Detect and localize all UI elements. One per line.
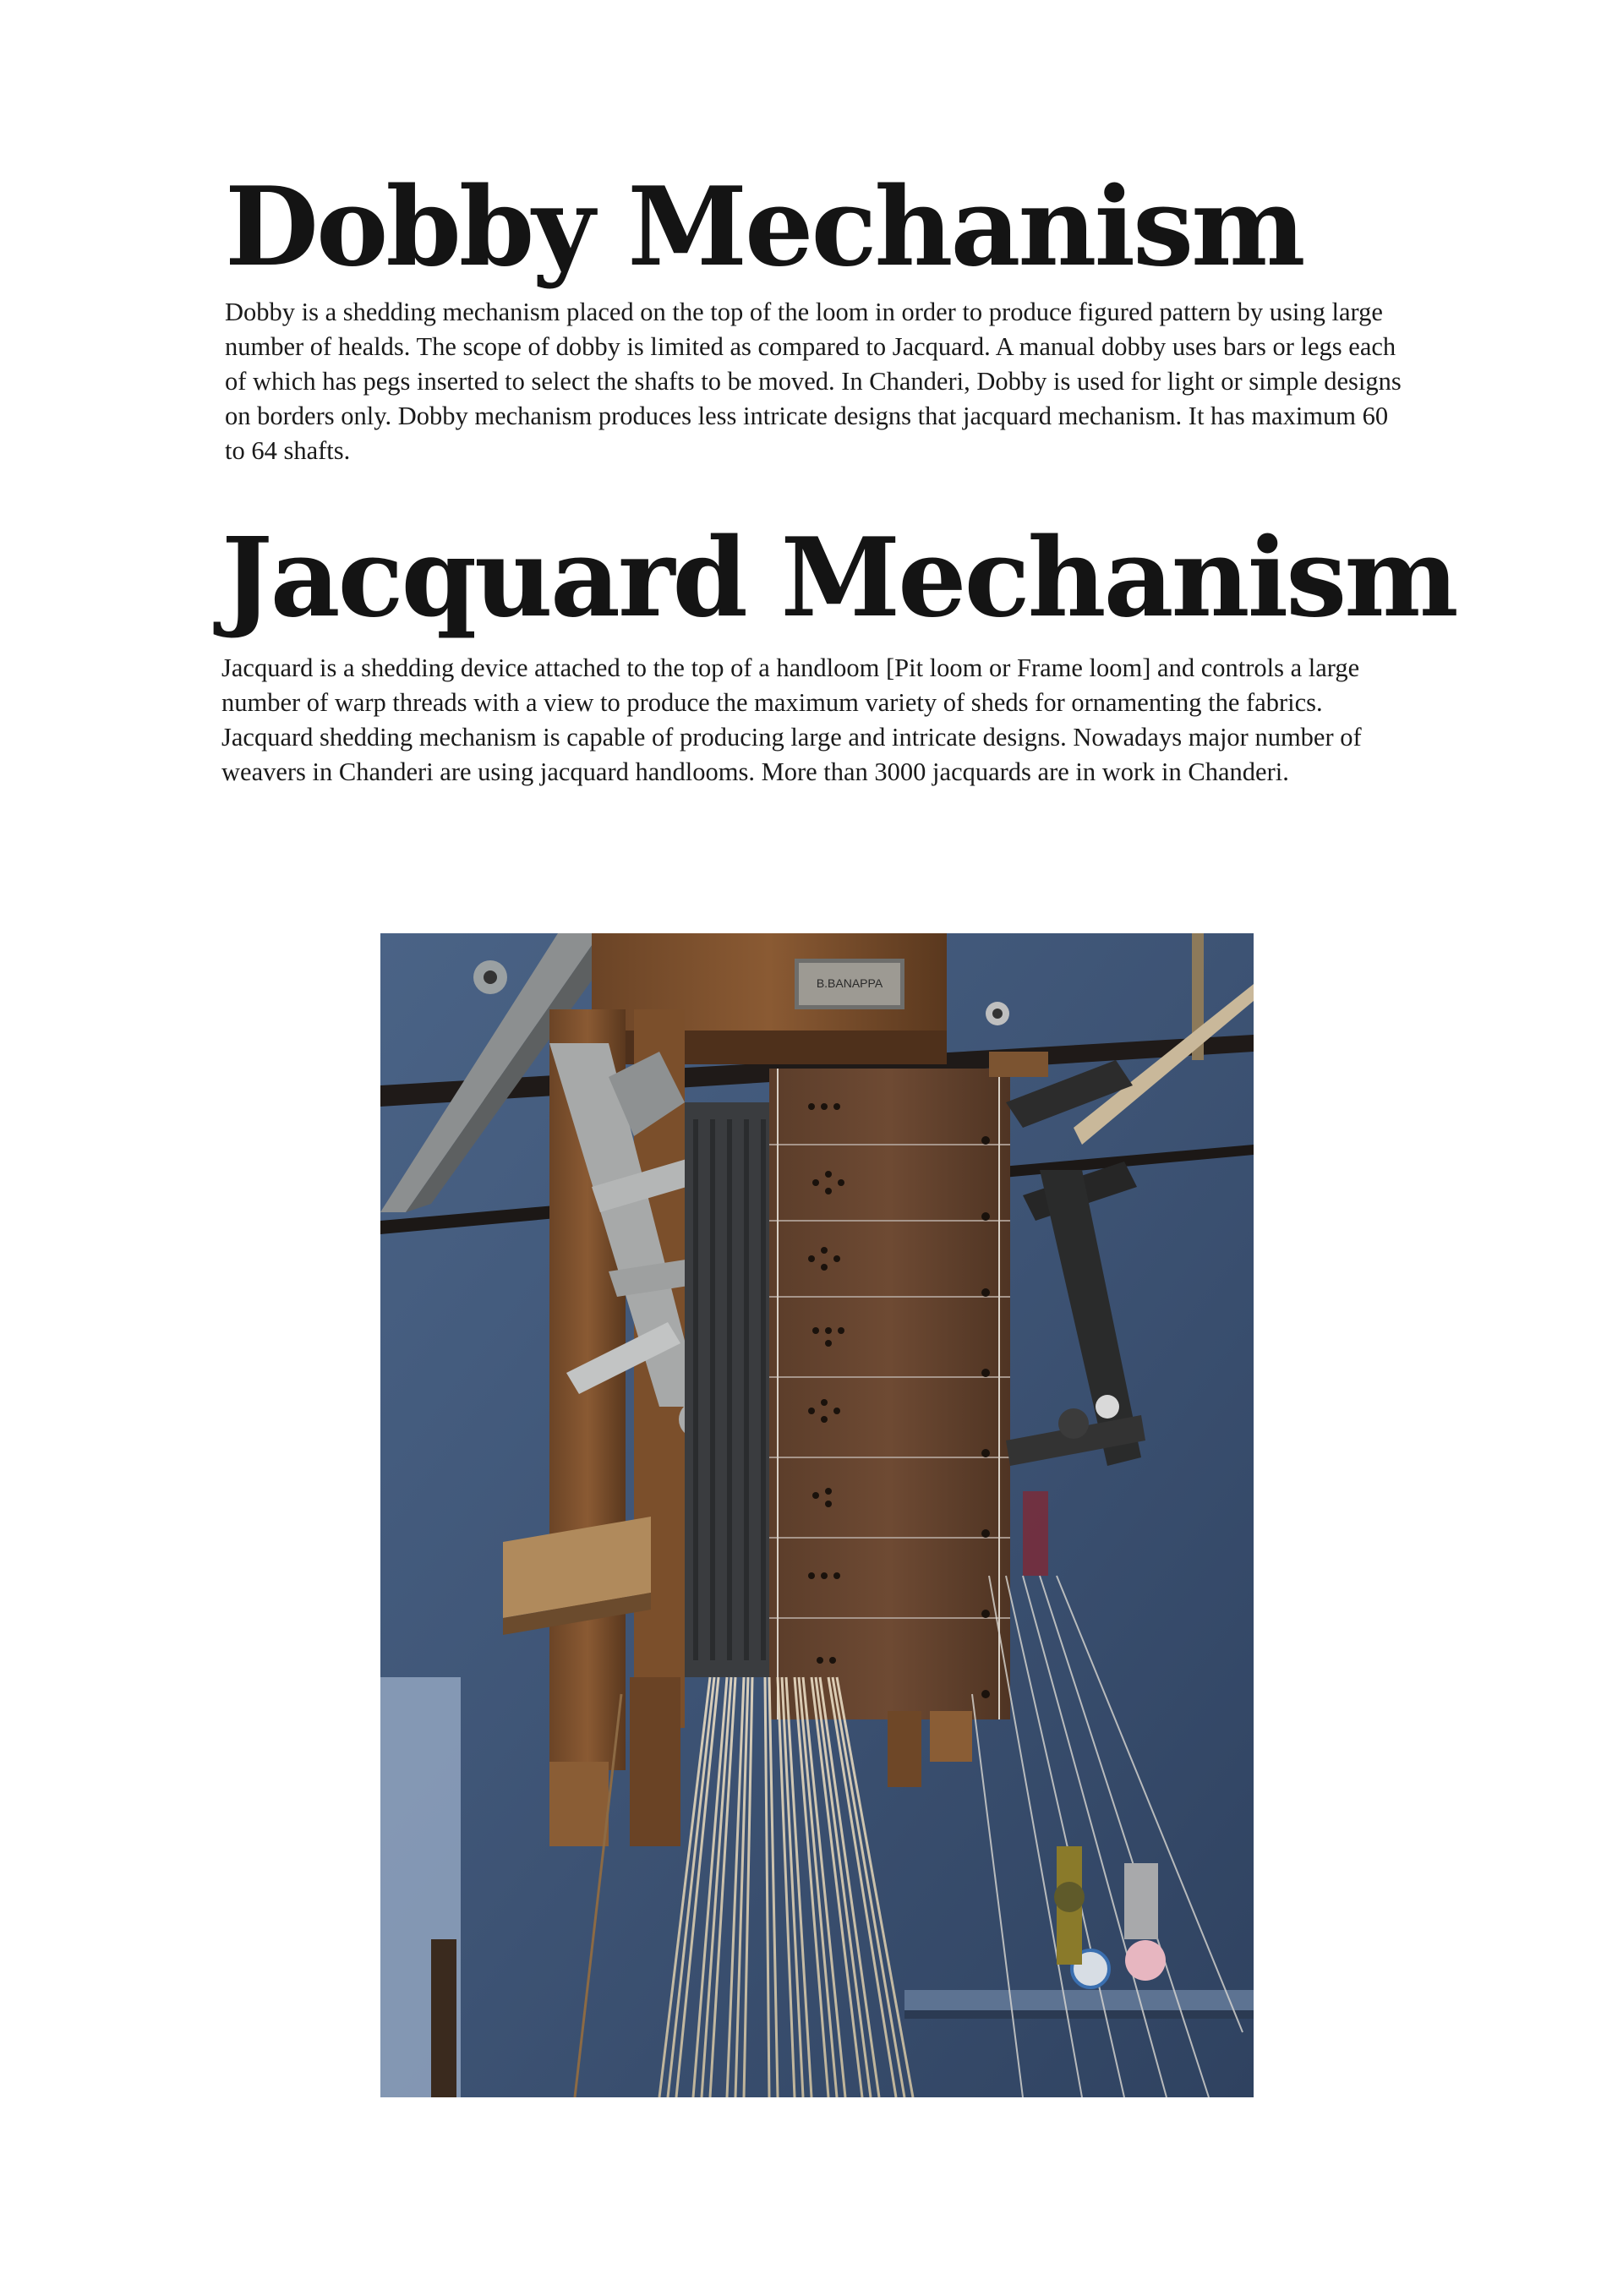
dobby-section [225, 164, 1404, 468]
jacquard-loom-photo [380, 933, 1254, 2097]
dobby-description: Dobby is a shedding mechanism placed on the top of the loom in order to produce figured pattern by using large number of healds. The scope of dobby is limited as compared to Jacquard. A manual dobby uses bars or legs each of which has pegs inserted to select the shafts to be moved. In Chanderi, Dobby is used for light or simple designs on borders only. Dobby mechanism produces less intricate designs that jacquard mechanism. It has maximum 60 to 64 shafts. [225, 298, 1402, 465]
jacquard-description: Jacquard is a shedding device attached to the top of a handloom [Pit loom or Frame loom] and controls a large number of warp threads with a view to produce the maximum variety of sheds for ornamenting the fabrics. Jacquard shedding mechanism is capable of producing large and intricate designs. Nowadays major number of weavers in Chanderi are using jacquard handlooms. More than 3000 jacquards are in work in Chanderi. [221, 653, 1362, 786]
dobby-heading: Dobby Mechanism [225, 164, 1303, 291]
jacquard-heading: Jacquard Mechanism [221, 515, 1456, 642]
loom-maker-plate: B.BANAPPA [816, 976, 883, 990]
jacquard-section [221, 515, 1456, 790]
